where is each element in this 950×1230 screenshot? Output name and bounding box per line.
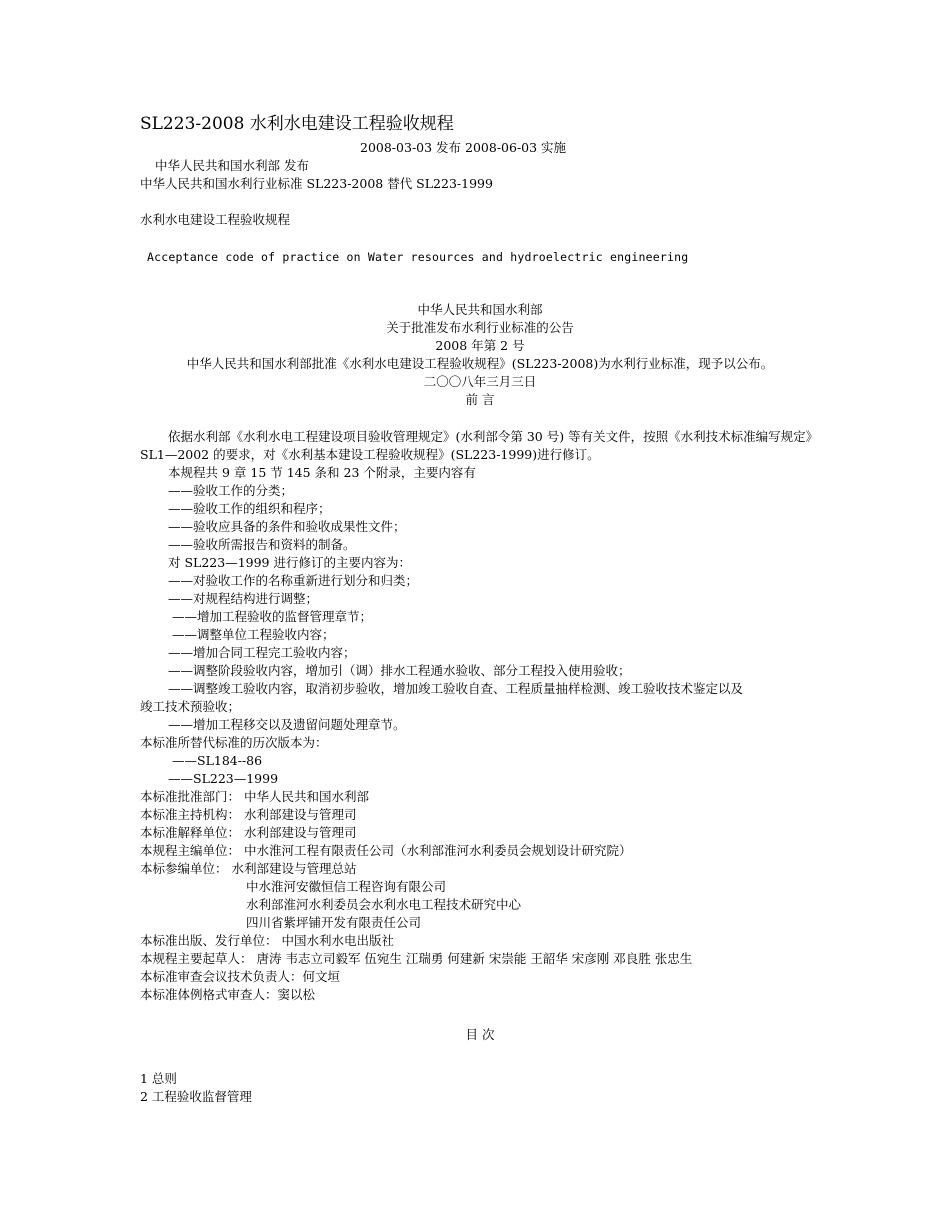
list-item: ——验收应具备的条件和验收成果性文件； xyxy=(168,519,406,534)
list-item: ——验收所需报告和资料的制备。 xyxy=(168,537,356,552)
revision-intro: 对 SL223—1999 进行修订的主要内容为： xyxy=(168,555,411,570)
co-unit: 中水淮河安徽恒信工程咨询有限公司 xyxy=(246,879,447,894)
preface-para1: 依据水利部《水利水电工程建设项目验收管理规定》(水利部令第 30 号) 等有关文件，按照《水利技术标准编写规定》SL1—2002 的要求，对《水利基本建设工程验收规程》(SL223-1999)进行修订。 xyxy=(140,429,819,462)
list-item: ——调整阶段验收内容，增加引（调）排水工程通水验收、部分工程投入使用验收； xyxy=(168,663,631,678)
info-line: 本标准批准部门： 中华人民共和国水利部 xyxy=(140,789,369,804)
list-item: ——验收工作的组织和程序； xyxy=(168,501,331,516)
toc-item[interactable]: 2 工程验收监督管理 xyxy=(140,1089,252,1104)
notice-body: 中华人民共和国水利部批准《水利水电建设工程验收规程》(SL223-2008)为水利行业标准，现予以公布。 xyxy=(186,356,774,371)
toc-item[interactable]: 1 总则 xyxy=(140,1071,177,1086)
co-unit: 四川省紫坪铺开发有限责任公司 xyxy=(246,915,422,930)
info-line: 本规程主要起草人： 唐涛 韦志立司毅军 伍宛生 江瑞勇 何建新 宋崇能 王韶华 宋彦刚 邓良胜 张忠生 xyxy=(140,951,693,966)
info-line: 本标参编单位： 水利部建设与管理总站 xyxy=(140,861,357,876)
info-line: 本标准审查会议技术负责人：何文垣 xyxy=(140,969,341,984)
notice-org: 中华人民共和国水利部 xyxy=(417,302,543,317)
list-item: ——增加工程验收的监督管理章节； xyxy=(172,609,373,624)
info-line: 本规程主编单位： 中水淮河工程有限责任公司（水利部淮河水利委员会规划设计研究院） xyxy=(140,843,632,858)
list-item: ——调整单位工程验收内容； xyxy=(172,627,335,642)
info-line: 本标准主持机构： 水利部建设与管理司 xyxy=(140,807,357,822)
info-line: 本标准出版、发行单位： 中国水利水电出版社 xyxy=(140,933,394,948)
preface-para2: 本规程共 9 章 15 节 145 条和 23 个附录，主要内容有 xyxy=(168,465,476,480)
info-line: 本标准体例格式审查人：窦以松 xyxy=(140,987,316,1002)
list-item: ——对验收工作的名称重新进行划分和归类； xyxy=(168,573,419,588)
co-unit: 水利部淮河水利委员会水利水电工程技术研究中心 xyxy=(246,897,522,912)
notice-date: 二〇〇八年三月三日 xyxy=(423,374,537,389)
toc-heading: 目 次 xyxy=(465,1027,495,1042)
info-line: 本标准解释单位： 水利部建设与管理司 xyxy=(140,825,357,840)
subtitle-cn: 水利水电建设工程验收规程 xyxy=(140,212,291,227)
list-item: ——增加合同工程完工验收内容； xyxy=(168,645,356,660)
standard-line: 中华人民共和国水利行业标准 SL223-2008 替代 SL223-1999 xyxy=(140,176,493,191)
history-item: ——SL223—1999 xyxy=(168,771,279,786)
document-title: SL223-2008 水利水电建设工程验收规程 xyxy=(140,114,454,134)
list-item: ——调整竣工验收内容，取消初步验收，增加竣工验收自查、工程质量抽样检测、竣工验收技术鉴定以及 xyxy=(168,681,744,696)
issuer-line: 中华人民共和国水利部 发布 xyxy=(155,158,309,173)
notice-number: 2008 年第 2 号 xyxy=(435,338,525,353)
history-intro: 本标准所替代标准的历次版本为： xyxy=(140,735,328,750)
list-item: ——增加工程移交以及遗留问题处理章节。 xyxy=(168,717,406,732)
subtitle-en: Acceptance code of practice on Water resources and hydroelectric engineering xyxy=(147,250,689,264)
history-item: ——SL184--86 xyxy=(172,753,263,768)
preface-heading: 前 言 xyxy=(465,392,495,407)
notice-heading: 关于批准发布水利行业标准的公告 xyxy=(386,320,574,335)
list-item: ——对规程结构进行调整； xyxy=(168,591,319,606)
list-item: ——验收工作的分类； xyxy=(168,483,294,498)
list-item-continuation: 竣工技术预验收； xyxy=(140,699,241,714)
publish-dates: 2008-03-03 发布 2008-06-03 实施 xyxy=(360,140,567,155)
